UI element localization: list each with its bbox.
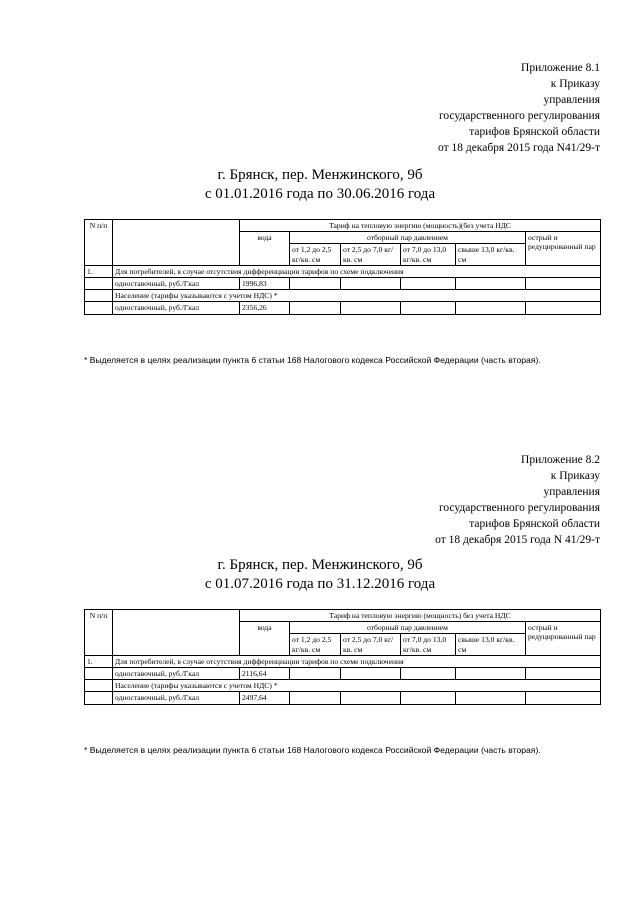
empty-cell: [401, 692, 456, 704]
pressure-header: от 7,0 до 13,0 кг/кв. см: [401, 244, 456, 265]
appendix-line: управления: [543, 486, 600, 498]
footnote-1: * Выделяется в целях реализации пункта 6 статьи 168 Налогового кодекса Российской Федерации (часть вторая).: [84, 355, 541, 365]
address: г. Брянск, пер. Менжинского, 9б: [217, 167, 423, 183]
rate-label: одноставочный, руб./Гкал: [113, 692, 240, 704]
tariff-header: Тариф на тепловую энергию (мощность)(без учета НДС: [240, 220, 601, 232]
empty-cell: [526, 278, 601, 290]
empty-cell: [526, 668, 601, 680]
row-number: 1.: [85, 265, 113, 277]
num-header: N п/п: [85, 220, 113, 266]
appendix-line: тарифов Брянской области: [469, 126, 600, 138]
empty-cell: [290, 692, 341, 704]
pressure-header: от 2,5 до 7,0 кг/кв. см: [341, 634, 401, 655]
empty-cell: [526, 692, 601, 704]
row-number: 1.: [85, 655, 113, 667]
appendix-line: государственного регулирования: [438, 110, 600, 122]
appendix-line: к Приказу: [550, 470, 600, 482]
appendix-line: от 18 декабря 2015 года N41/29-т: [437, 142, 600, 154]
appendix-line: управления: [543, 94, 600, 106]
appendix-line: от 18 декабря 2015 года N 41/29-т: [435, 534, 600, 546]
rate-label: одноставочный, руб./Гкал: [113, 668, 240, 680]
pressure-header: от 1,2 до 2,5 кг/кв. см: [290, 244, 341, 265]
consumer-category: Для потребителей, в случае отсутствия дифференциации тарифов по схеме подключения: [113, 655, 601, 667]
table-row: [85, 655, 601, 667]
empty-cell: [341, 302, 401, 314]
tariff-table-2: [84, 609, 601, 705]
document-heading-1: [0, 166, 640, 204]
appendix-line: Приложение 8.1: [521, 62, 600, 74]
pressure-header: от 2,5 до 7,0 кг/кв. см: [341, 244, 401, 265]
empty-cell: [456, 302, 526, 314]
appendix-header-2: [435, 452, 600, 548]
water-value: 2116,64: [240, 668, 290, 680]
empty-cell: [341, 692, 401, 704]
pressure-header: от 1,2 до 2,5 кг/кв. см: [290, 634, 341, 655]
empty-cell: [526, 302, 601, 314]
rate-label: одноставочный, руб./Гкал: [113, 278, 240, 290]
period: с 01.01.2016 года по 30.06.2016 года: [204, 186, 436, 202]
empty-cell: [85, 278, 113, 290]
table-row: [85, 668, 601, 680]
table-row: [85, 302, 601, 314]
empty-cell: [85, 302, 113, 314]
table-row: [85, 265, 601, 277]
population-category: Население (тарифы указываются с учетом НДС) *: [113, 680, 601, 692]
empty-cell: [290, 302, 341, 314]
table-row: [85, 692, 601, 704]
table-row: [85, 290, 601, 302]
empty-cell: [401, 668, 456, 680]
water-value: 2356,26: [240, 302, 290, 314]
empty-cell: [341, 668, 401, 680]
pressure-header: от 7,0 до 13,0 кг/кв. см: [401, 634, 456, 655]
empty-cell: [85, 668, 113, 680]
tariff-table-1: [84, 219, 601, 315]
sharp-steam-header: острый и редуцированный пар: [526, 622, 601, 656]
num-header: N п/п: [85, 610, 113, 656]
empty-cell: [456, 278, 526, 290]
empty-cell: [401, 278, 456, 290]
water-header: вода: [240, 622, 290, 656]
steam-header: отборный пар давлением: [290, 622, 526, 634]
water-value: 1996,83: [240, 278, 290, 290]
empty-cell: [85, 680, 113, 692]
empty-cell: [456, 692, 526, 704]
document-heading-2: [0, 556, 640, 594]
empty-cell: [456, 668, 526, 680]
rate-label: одноставочный, руб./Гкал: [113, 302, 240, 314]
empty-header-cell: [113, 220, 240, 266]
empty-cell: [85, 692, 113, 704]
consumer-category: Для потребителей, в случае отсутствия дифференциации тарифов по схеме подключения: [113, 265, 601, 277]
population-category: Население (тарифы указываются с учетом НДС) *: [113, 290, 601, 302]
water-header: вода: [240, 232, 290, 266]
empty-cell: [341, 278, 401, 290]
footnote-2: * Выделяется в целях реализации пункта 6 статьи 168 Налогового кодекса Российской Федерации (часть вторая).: [84, 745, 541, 755]
steam-header: отборный пар давлением: [290, 232, 526, 244]
empty-cell: [85, 290, 113, 302]
empty-cell: [290, 668, 341, 680]
sharp-steam-header: острый и редуцированный пар: [526, 232, 601, 266]
appendix-line: тарифов Брянской области: [469, 518, 600, 530]
tariff-header: Тариф на тепловую энергию (мощность) без учета НДС: [240, 610, 601, 622]
table-header-row: [85, 610, 601, 622]
empty-header-cell: [113, 610, 240, 656]
pressure-header: свыше 13,0 кг/кв. см: [456, 244, 526, 265]
water-value: 2497,64: [240, 692, 290, 704]
table-header-row: [85, 220, 601, 232]
empty-cell: [290, 278, 341, 290]
period: с 01.07.2016 года по 31.12.2016 года: [204, 576, 436, 592]
appendix-line: Приложение 8.2: [521, 454, 600, 466]
table-row: [85, 278, 601, 290]
pressure-header: свыше 13,0 кг/кв. см: [456, 634, 526, 655]
appendix-line: государственного регулирования: [438, 502, 600, 514]
appendix-header-1: [438, 60, 600, 156]
address: г. Брянск, пер. Менжинского, 9б: [217, 557, 423, 573]
table-row: [85, 680, 601, 692]
appendix-line: к Приказу: [550, 78, 600, 90]
empty-cell: [401, 302, 456, 314]
